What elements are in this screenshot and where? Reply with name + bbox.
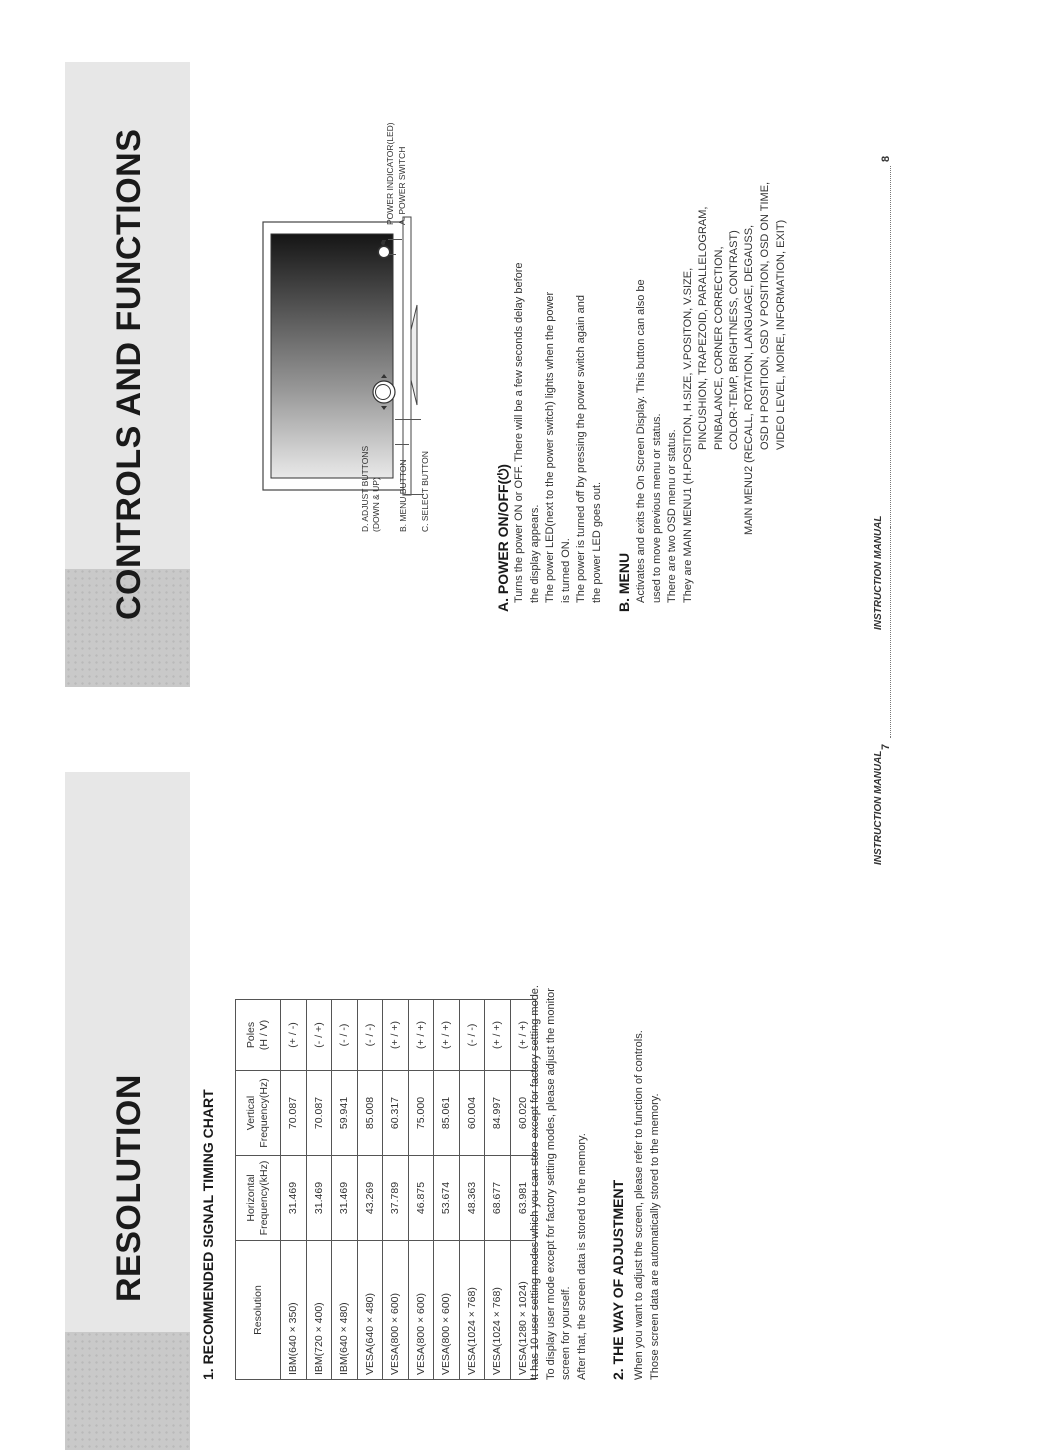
cell-resolution: VESA(640 × 480) — [357, 1241, 383, 1380]
cell-resolution: VESA(800 × 600) — [434, 1241, 460, 1380]
cell-horizontal-frequency: 31.469 — [332, 1156, 358, 1241]
left-band-dot-pattern — [65, 1332, 190, 1450]
cell-poles: (+ / +) — [434, 1000, 460, 1071]
cell-poles: (- / +) — [306, 1000, 332, 1071]
right-footer-label: INSTRUCTION MANUAL — [873, 515, 884, 630]
table-row — [357, 1000, 383, 1380]
leader-power-switch — [388, 254, 396, 255]
cell-resolution: IBM(640 × 480) — [332, 1241, 358, 1380]
section1-title: 1. RECOMMENDED SIGNAL TIMING CHART — [200, 1089, 216, 1380]
right-page-number: 8 — [880, 155, 892, 162]
right-page-title: CONTROLS AND FUNCTIONS — [110, 128, 148, 620]
leader-select — [395, 419, 421, 420]
table-row — [408, 1000, 434, 1380]
cell-poles: (+ / +) — [408, 1000, 434, 1071]
cell-vertical-frequency: 60.020 — [510, 1071, 536, 1156]
section-a-title: A. POWER ON/OFF(⏻) — [495, 464, 511, 612]
header-resolution: Resolution — [236, 1241, 281, 1380]
select-button-icon[interactable] — [375, 384, 391, 400]
leader-power-indicator — [388, 239, 402, 240]
signal-timing-table — [235, 999, 536, 1380]
cell-horizontal-frequency: 37.789 — [383, 1156, 409, 1241]
cell-poles: (+ / +) — [485, 1000, 511, 1071]
cell-horizontal-frequency: 68.677 — [485, 1156, 511, 1241]
cell-horizontal-frequency: 63.981 — [510, 1156, 536, 1241]
table-row — [485, 1000, 511, 1380]
power-switch-icon[interactable] — [378, 246, 390, 258]
label-power-switch: A. POWER SWITCH — [397, 146, 407, 225]
table-body — [281, 1000, 536, 1380]
section-a-text: Turns the power ON or OFF. There will be a few seconds delay before the display appears. The power LED(next to the power switch) lights when the power is turned ON. The power is turned off by pressing the power switch again and the power LED goes out. — [513, 262, 603, 603]
cell-horizontal-frequency: 31.469 — [306, 1156, 332, 1241]
main-menu2-items: OSD H POSITION, OSD V POSITION, OSD ON TIME, VIDEO LEVEL, MOIRE, INFORMATION, EXIT) — [759, 181, 787, 450]
label-select-button: C. SELECT BUTTON — [420, 451, 430, 532]
cell-resolution: VESA(800 × 600) — [408, 1241, 434, 1380]
header-poles: Poles (H / V) — [236, 1000, 281, 1071]
label-power-indicator: POWER INDICATOR(LED) — [385, 122, 395, 225]
power-indicator-icon — [381, 241, 385, 245]
cell-horizontal-frequency: 48.363 — [459, 1156, 485, 1241]
cell-vertical-frequency: 59.941 — [332, 1071, 358, 1156]
table-header-row — [236, 1000, 281, 1380]
header-horizontal-frequency: Horizontal Frequency(kHz) — [236, 1156, 281, 1241]
table-row — [383, 1000, 409, 1380]
table-row — [332, 1000, 358, 1380]
cell-horizontal-frequency: 43.269 — [357, 1156, 383, 1241]
cell-vertical-frequency: 84.997 — [485, 1071, 511, 1156]
cell-resolution: IBM(640 × 350) — [281, 1241, 307, 1380]
table-row — [306, 1000, 332, 1380]
cell-horizontal-frequency: 46.875 — [408, 1156, 434, 1241]
cell-poles: (- / -) — [332, 1000, 358, 1071]
leader-menu — [395, 444, 409, 445]
left-page-number: 7 — [880, 743, 892, 750]
cell-poles: (- / -) — [459, 1000, 485, 1071]
cell-poles: (- / -) — [357, 1000, 383, 1071]
cell-poles: (+ / +) — [383, 1000, 409, 1071]
cell-vertical-frequency: 60.317 — [383, 1071, 409, 1156]
cell-horizontal-frequency: 53.674 — [434, 1156, 460, 1241]
cell-resolution: VESA(1024 × 768) — [459, 1241, 485, 1380]
cell-resolution: VESA(1280 × 1024) — [510, 1241, 536, 1380]
cell-vertical-frequency: 85.008 — [357, 1071, 383, 1156]
label-menu-button: B. MENU BUTTON — [398, 459, 408, 532]
left-footer-label: INSTRUCTION MANUAL — [873, 750, 884, 865]
cell-resolution: VESA(800 × 600) — [383, 1241, 409, 1380]
section-b-text: Activates and exits the On Screen Display. This button can also be used to move previous menu or status. There are two OSD menu or status. They are MAIN MENU1 (H.POSITION, H.SIZE, V.POSITON, V.SIZE, — [635, 267, 694, 603]
cell-vertical-frequency: 85.061 — [434, 1071, 460, 1156]
table-row — [434, 1000, 460, 1380]
cell-vertical-frequency: 70.087 — [281, 1071, 307, 1156]
section-b-title: B. MENU — [616, 552, 632, 612]
cell-vertical-frequency: 70.087 — [306, 1071, 332, 1156]
header-vertical-frequency: Vertical Frequency(Hz) — [236, 1071, 281, 1156]
user-mode-paragraph: It has 10 user setting modes which you can store except for factory setting mode. To display user mode except for factory setting modes, please adjust the monitor screen for yourself. After that, the screen data is stored to the memory. — [529, 985, 588, 1380]
left-page-title: RESOLUTION — [110, 1074, 148, 1302]
cell-resolution: VESA(1024 × 768) — [485, 1241, 511, 1380]
table-row — [459, 1000, 485, 1380]
section2-title: 2. THE WAY OF ADJUSTMENT — [610, 1179, 626, 1380]
label-adjust-buttons: D. ADJUST BUTTONS (DOWN & UP) — [360, 445, 381, 532]
cell-poles: (+ / -) — [281, 1000, 307, 1071]
adjustment-paragraph: When you want to adjust the screen, please refer to function of controls. Those screen data are automatically stored to the memory. — [633, 1030, 661, 1380]
cell-vertical-frequency: 60.004 — [459, 1071, 485, 1156]
table-row — [281, 1000, 307, 1380]
right-footer-rule — [890, 166, 891, 528]
cell-resolution: IBM(720 × 400) — [306, 1241, 332, 1380]
cell-poles: (+ / +) — [510, 1000, 536, 1071]
cell-horizontal-frequency: 31.469 — [281, 1156, 307, 1241]
cell-vertical-frequency: 75.000 — [408, 1071, 434, 1156]
main-menu1-items: PINCUSHION, TRAPEZOID, PARALLELOGRAM, PINBALANCE, CORNER CORRECTION, COLOR-TEMP, BRIGHTNESS, CONTRAST) — [697, 206, 740, 450]
main-menu2-line: MAIN MENU2 (RECALL, ROTATION, LANGUAGE, DEGAUSS, — [743, 224, 755, 535]
